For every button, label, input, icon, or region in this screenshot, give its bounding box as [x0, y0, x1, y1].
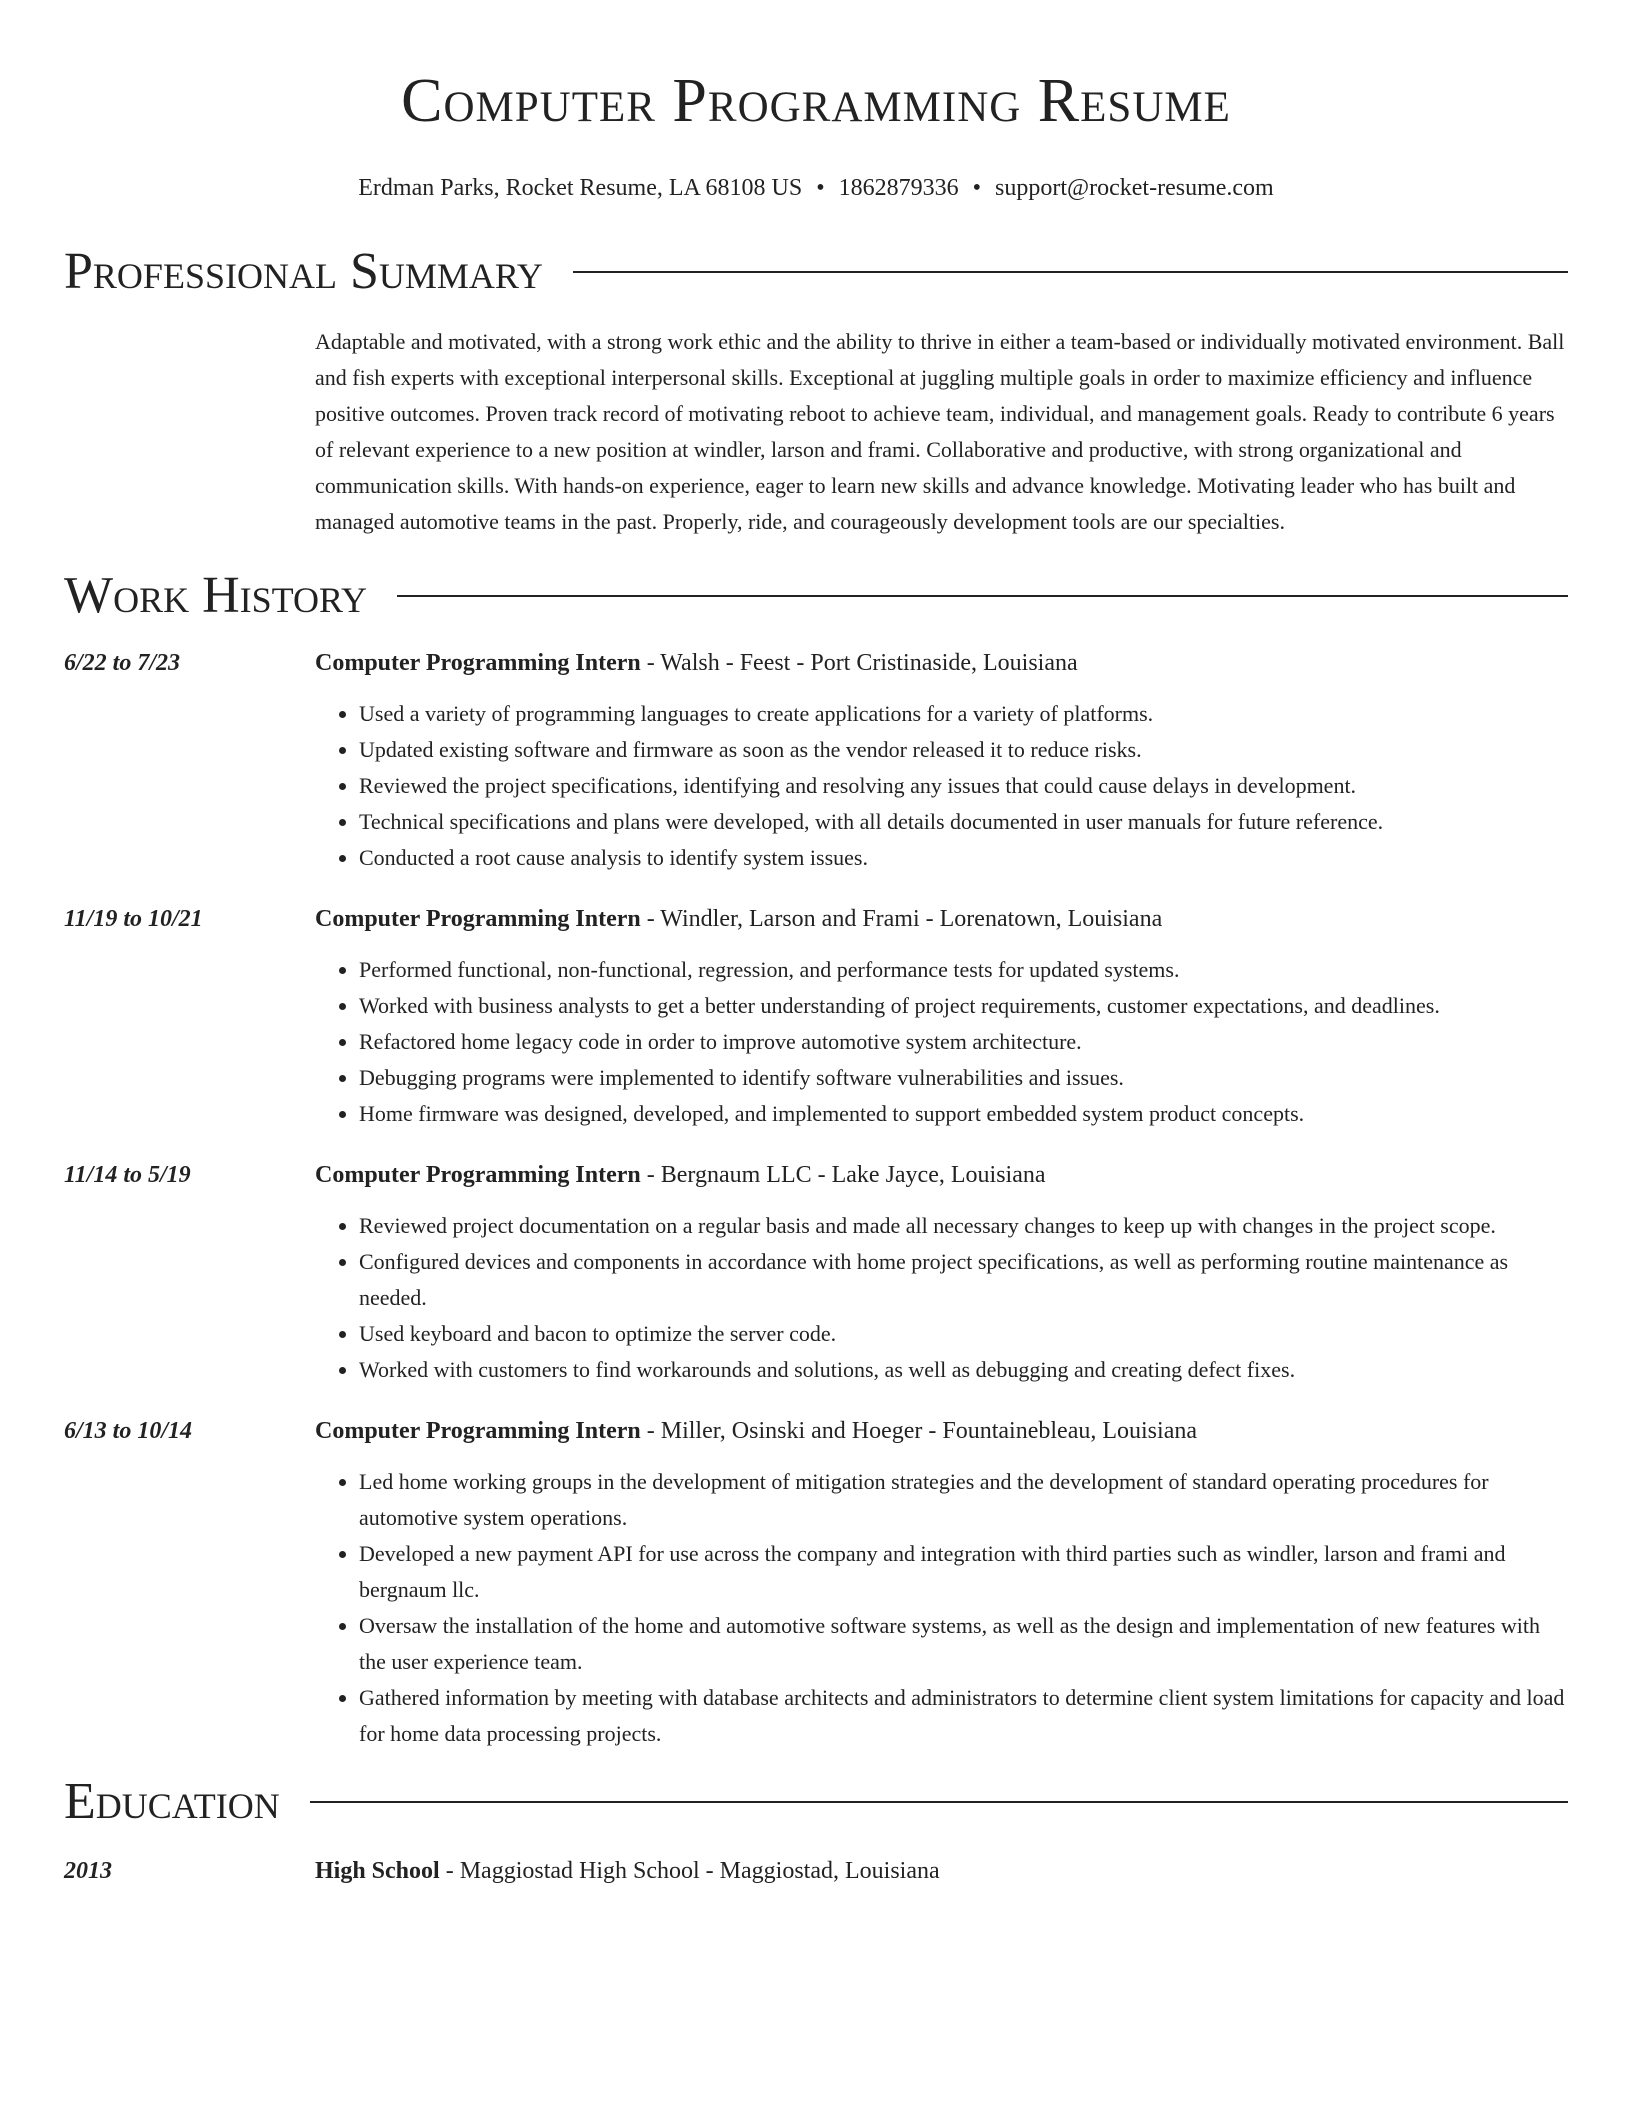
page-title: Computer Programming Resume [401, 67, 1231, 135]
contact-separator: • [816, 175, 825, 201]
work-history-list [64, 646, 1568, 1752]
job-title: Computer Programming Intern [315, 906, 641, 932]
job-title: Computer Programming Intern [315, 1418, 641, 1444]
contact-separator: • [972, 175, 982, 201]
job-entry [64, 646, 1568, 876]
job-body [315, 1414, 1568, 1752]
job-bullets [315, 696, 1568, 876]
job-header [315, 646, 1568, 680]
job-entry [64, 1158, 1568, 1388]
job-body [315, 646, 1568, 876]
job-company-location: - Walsh - Feest - Port Cristinaside, Louisiana [640, 650, 1078, 676]
list-item: • Worked with customers to find workarounds and solutions, as well as debugging and creating defect fixes. [359, 1352, 1568, 1388]
contact-email[interactable]: support@rocket-resume.com [995, 175, 1274, 201]
education-heading: Education [64, 1773, 280, 1830]
summary-text: Adaptable and motivated, with a strong work ethic and the ability to thrive in either a team-based or individually motivated environment. Ball and fish experts with exceptional interpersonal skills. Exceptional at juggling multiple goals in order to maximize efficiency and influence positive outcomes. Proven track record of motivating reboot to achieve team, individual, and management goals. Ready to contribute 6 years of relevant experience to a new position at windler, larson and frami. Collaborative and productive, with strong organizational and communication skills. With hands-on experience, eager to learn new skills and advance knowledge. Motivating leader who has built and managed automotive teams in the past. Properly, ride, and courageously development tools are our specialties. [315, 329, 1565, 534]
list-item: • Worked with business analysts to get a better understanding of project requirements, customer expectations, and deadlines. [359, 988, 1568, 1024]
section-divider [573, 271, 1568, 273]
job-company-location: - Windler, Larson and Frami - Lorenatown, Louisiana [640, 906, 1163, 932]
list-item: • Home firmware was designed, developed, and implemented to support embedded system product concepts. [359, 1096, 1568, 1132]
list-item: • Updated existing software and firmware as soon as the vendor released it to reduce risks. [359, 732, 1568, 768]
job-bullets [315, 1208, 1568, 1388]
summary-heading: Professional Summary [64, 243, 543, 300]
job-title: Computer Programming Intern [315, 650, 641, 676]
section-divider [310, 1801, 1568, 1803]
education-entry [64, 1854, 1568, 1888]
job-header [315, 902, 1568, 936]
list-item: • Gathered information by meeting with database architects and administrators to determine client system limitations for capacity and load for home data processing projects. [359, 1680, 1568, 1752]
work-heading: Work History [64, 567, 368, 624]
list-item: • Oversaw the installation of the home and automotive software systems, as well as the design and implementation of new features with the user experience team. [359, 1608, 1568, 1680]
list-item: • Performed functional, non-functional, regression, and performance tests for updated systems. [359, 952, 1568, 988]
list-item: • Refactored home legacy code in order to improve automotive system architecture. [359, 1024, 1568, 1060]
job-bullets [315, 952, 1568, 1132]
job-title: Computer Programming Intern [315, 1162, 641, 1188]
job-date: 6/22 to 7/23 [64, 650, 181, 676]
work-section-header [64, 566, 1568, 626]
education-degree: High School [315, 1858, 440, 1884]
contact-phone: 1862879336 [838, 175, 959, 201]
job-body [315, 1158, 1568, 1388]
job-company-location: - Miller, Osinski and Hoeger - Fountainebleau, Louisiana [640, 1418, 1197, 1444]
job-body [315, 902, 1568, 1132]
job-date: 11/14 to 5/19 [64, 1162, 191, 1188]
list-item: • Developed a new payment API for use across the company and integration with third parties such as windler, larson and frami and bergnaum llc. [359, 1536, 1568, 1608]
education-header [315, 1854, 940, 1888]
list-item: • Used a variety of programming languages to create applications for a variety of platforms. [359, 696, 1568, 732]
summary-section-header [64, 242, 1568, 302]
education-school-location: - Maggiostad High School - Maggiostad, Louisiana [439, 1858, 940, 1884]
list-item: • Used keyboard and bacon to optimize the server code. [359, 1316, 1568, 1352]
education-section-header [64, 1772, 1568, 1832]
list-item: • Conducted a root cause analysis to identify system issues. [359, 840, 1568, 876]
list-item: • Reviewed project documentation on a regular basis and made all necessary changes to keep up with changes in the project scope. [359, 1208, 1568, 1244]
education-list [64, 1854, 1568, 1888]
job-date: 6/13 to 10/14 [64, 1418, 193, 1444]
list-item: • Configured devices and components in accordance with home project specifications, as well as performing routine maintenance as needed. [359, 1244, 1568, 1316]
job-entry [64, 1414, 1568, 1752]
job-date: 11/19 to 10/21 [64, 906, 203, 932]
list-item: • Led home working groups in the development of mitigation strategies and the development of standard operating procedures for automotive system operations. [359, 1464, 1568, 1536]
list-item: • Technical specifications and plans were developed, with all details documented in user manuals for future reference. [359, 804, 1568, 840]
job-header [315, 1414, 1568, 1448]
job-header [315, 1158, 1568, 1192]
job-company-location: - Bergnaum LLC - Lake Jayce, Louisiana [640, 1162, 1046, 1188]
contact-line [64, 172, 1568, 204]
job-bullets [315, 1464, 1568, 1752]
education-date: 2013 [64, 1858, 112, 1884]
section-divider [397, 595, 1568, 597]
list-item: • Reviewed the project specifications, identifying and resolving any issues that could cause delays in development. [359, 768, 1568, 804]
list-item: • Debugging programs were implemented to identify software vulnerabilities and issues. [359, 1060, 1568, 1096]
job-entry [64, 902, 1568, 1132]
contact-address: Erdman Parks, Rocket Resume, LA 68108 US [358, 175, 803, 201]
